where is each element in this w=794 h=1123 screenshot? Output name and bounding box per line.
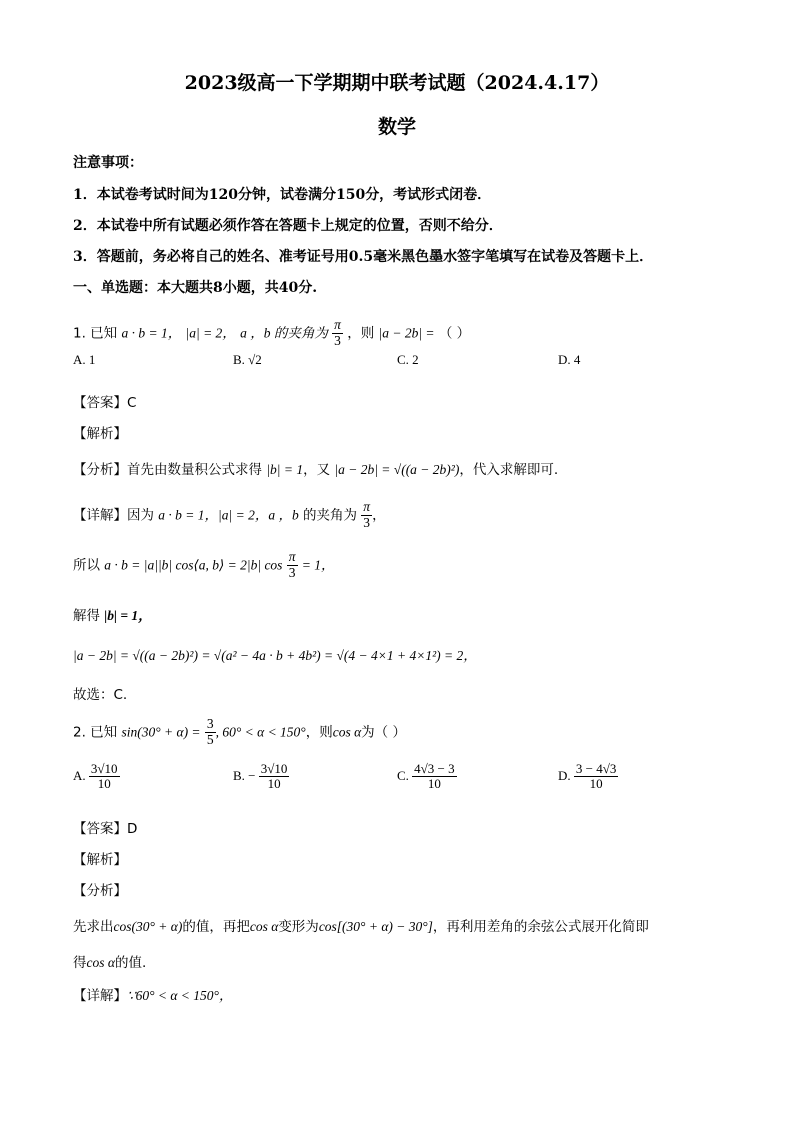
q1-xj-angle-fraction	[361, 500, 372, 531]
notice-heading: 注意事项：	[73, 155, 143, 171]
q2-option-a-fraction	[89, 762, 120, 792]
q1-option-a	[73, 352, 95, 368]
q2-stem	[73, 717, 406, 748]
q1-xj-text3: ，	[372, 507, 386, 524]
q1-step1-prefix: 所以	[73, 557, 100, 574]
q2-fenxi-math3: cos[(30° + α) − 30°]	[318, 919, 433, 934]
q1-step3	[73, 644, 477, 664]
q2-fenxi-math1: cos(30° + α)	[113, 919, 183, 934]
q2-fenxi-text4: ，再利用差角的余弦公式展开化简即	[432, 919, 649, 935]
notice-item-1: 1．本试卷考试时间为120分钟，试卷满分150分，考试形式闭卷．	[73, 187, 492, 203]
q2-option-b-label: B.	[233, 767, 245, 783]
q2-option-d-den: 10	[589, 776, 603, 792]
q1-step2-math: |b| = 1，	[104, 608, 152, 623]
q2-frac-num: 3	[206, 716, 214, 731]
q1-step2	[73, 604, 152, 624]
q1-step1-num: π	[288, 549, 296, 564]
q1-option-d-label: D.	[558, 352, 571, 367]
q1-conclusion: 故选：C.	[73, 687, 128, 703]
q2-fenxi-tag: 【分析】	[73, 883, 127, 899]
q1-step1-fraction	[287, 550, 298, 581]
q1-step1-math: a · b = |a||b| cos⟨a, b⟩ = 2|b| cos	[104, 557, 283, 573]
q1-fenxi-text1: 首先由数量积公式求得	[127, 462, 262, 478]
q1-answer-value: C	[127, 395, 137, 411]
q1-stem	[73, 318, 470, 349]
q2-option-d-label: D.	[558, 767, 571, 783]
q2-answer	[73, 817, 137, 837]
q1-xiangjie-tag: 【详解】	[73, 507, 127, 524]
q1-stem-math5: |a − 2b| =	[378, 325, 435, 341]
q1-analysis-tag: 【解析】	[73, 426, 127, 442]
q1-answer-tag: 【答案】	[73, 395, 127, 411]
q2-option-c	[397, 762, 457, 792]
q2-xj-math: ∵60° < α < 150°，	[127, 988, 233, 1003]
q1-option-c	[397, 352, 419, 368]
q2-analysis-tag: 【解析】	[73, 852, 127, 868]
q1-xj-angle-den: 3	[363, 514, 371, 530]
q1-xj-text2: 的夹角为	[303, 507, 357, 524]
q1-stem-math1: a · b = 1，	[121, 325, 182, 341]
q1-option-c-label: C.	[397, 352, 409, 367]
q2-option-a-den: 10	[97, 776, 111, 792]
q1-fenxi-math2: |a − 2b| = √((a − 2b)²)	[334, 462, 460, 477]
q2-stem-text3: 为（ ）	[361, 724, 406, 741]
q2-option-d-fraction	[574, 762, 618, 792]
q1-xj-text1: 因为	[127, 507, 154, 524]
q1-step1	[73, 550, 335, 581]
q2-stem-text2: ，则	[305, 724, 333, 741]
q2-frac-den: 5	[206, 731, 214, 747]
q1-stem-math3: a ，b 的夹角为	[240, 325, 328, 341]
q1-option-c-value: 2	[412, 352, 419, 367]
q2-fenxi-math2: cos α	[249, 919, 279, 934]
q1-fenxi-tag: 【分析】	[73, 462, 127, 478]
q1-option-b	[233, 352, 262, 368]
q2-option-d-num: 3 − 4√3	[575, 761, 617, 776]
q2-option-c-fraction	[412, 762, 456, 792]
q2-answer-tag: 【答案】	[73, 821, 127, 837]
q1-step1-tail: = 1，	[301, 557, 335, 573]
q1-step3-math: |a − 2b| = √((a − 2b)²) = √(a² − 4a · b + 4b²) = √(4 − 4×1 + 4×1²) = 2，	[73, 648, 477, 663]
q2-option-b-fraction	[259, 762, 290, 792]
q2-option-c-label: C.	[397, 767, 409, 783]
q2-option-a-label: A.	[73, 767, 86, 783]
q1-option-a-label: A.	[73, 352, 86, 367]
q2-option-b-num: 3√10	[260, 761, 288, 776]
q1-stem-text4: ，则	[347, 325, 375, 342]
q2-fenxi-text3: 变形为	[278, 919, 319, 935]
q1-angle-fraction	[332, 318, 343, 349]
q2-option-c-num: 4√3 − 3	[414, 761, 455, 776]
q2-stem-math3: cos α	[332, 724, 362, 740]
q2-option-b	[233, 762, 289, 792]
q1-angle-num: π	[334, 317, 341, 332]
q1-xiangjie	[73, 500, 386, 531]
q1-stem-prefix: 1. 已知	[73, 325, 118, 342]
q2-stem-math2: , 60° < α < 150°	[215, 724, 306, 740]
q1-option-a-value: 1	[88, 352, 96, 367]
q2-option-c-den: 10	[427, 776, 441, 792]
q2-fenxi-text1: 先求出	[73, 919, 114, 935]
q1-stem-math2: |a| = 2，	[185, 325, 236, 341]
q1-xj-math1: a · b = 1，|a| = 2，a ，b	[158, 507, 299, 523]
q1-option-d-value: 4	[573, 352, 581, 367]
q2-fenxi-text6: 的值.	[114, 955, 147, 971]
q2-stem-math: sin(30° + α) =	[121, 724, 201, 740]
q2-answer-value: D	[127, 821, 138, 837]
subject-title: 数学	[377, 116, 416, 138]
q1-option-b-value: √2	[248, 352, 262, 367]
q1-fenxi-math1: |b| = 1	[266, 462, 304, 477]
notice-item-3: 3．答题前，务必将自己的姓名、准考证号用0.5毫米黑色墨水签字笔填写在试卷及答题卡上．	[73, 249, 654, 265]
q1-step2-prefix: 解得	[73, 608, 100, 624]
q2-fenxi-math4: cos α	[86, 955, 115, 970]
q1-option-d	[558, 352, 580, 368]
q1-fenxi-text3: ，代入求解即可.	[459, 462, 559, 478]
q1-fenxi	[73, 458, 558, 478]
q2-option-b-den: 10	[267, 776, 281, 792]
q2-fenxi-text5: 得	[73, 955, 87, 971]
q2-xiangjie-tag: 【详解】	[73, 988, 127, 1004]
exam-title: 2023级高一下学期期中联考试题（2024.4.17）	[184, 72, 610, 94]
q1-blank: （ ）	[438, 325, 471, 342]
q2-option-d	[558, 762, 618, 792]
q2-fenxi-text2: 的值，再把	[182, 919, 250, 935]
q2-option-a	[73, 762, 120, 792]
q2-fenxi-line2	[73, 951, 146, 971]
section-heading: 一、单选题：本大题共8小题，共40分.	[73, 280, 318, 296]
q2-option-b-sign: −	[248, 767, 256, 783]
q1-answer	[73, 391, 136, 411]
q2-option-a-num: 3√10	[90, 761, 118, 776]
q2-fenxi-line1	[73, 915, 649, 935]
q2-xiangjie	[73, 984, 232, 1004]
q1-angle-den: 3	[334, 332, 341, 348]
q2-stem-fraction	[205, 717, 216, 748]
q1-fenxi-text2: ，又	[303, 462, 331, 478]
q2-stem-prefix: 2. 已知	[73, 724, 118, 741]
q1-option-b-label: B.	[233, 352, 245, 367]
q1-step1-den: 3	[288, 564, 296, 580]
q1-xj-angle-num: π	[363, 499, 371, 514]
notice-item-2: 2．本试卷中所有试题必须作答在答题卡上规定的位置，否则不给分．	[73, 218, 503, 234]
